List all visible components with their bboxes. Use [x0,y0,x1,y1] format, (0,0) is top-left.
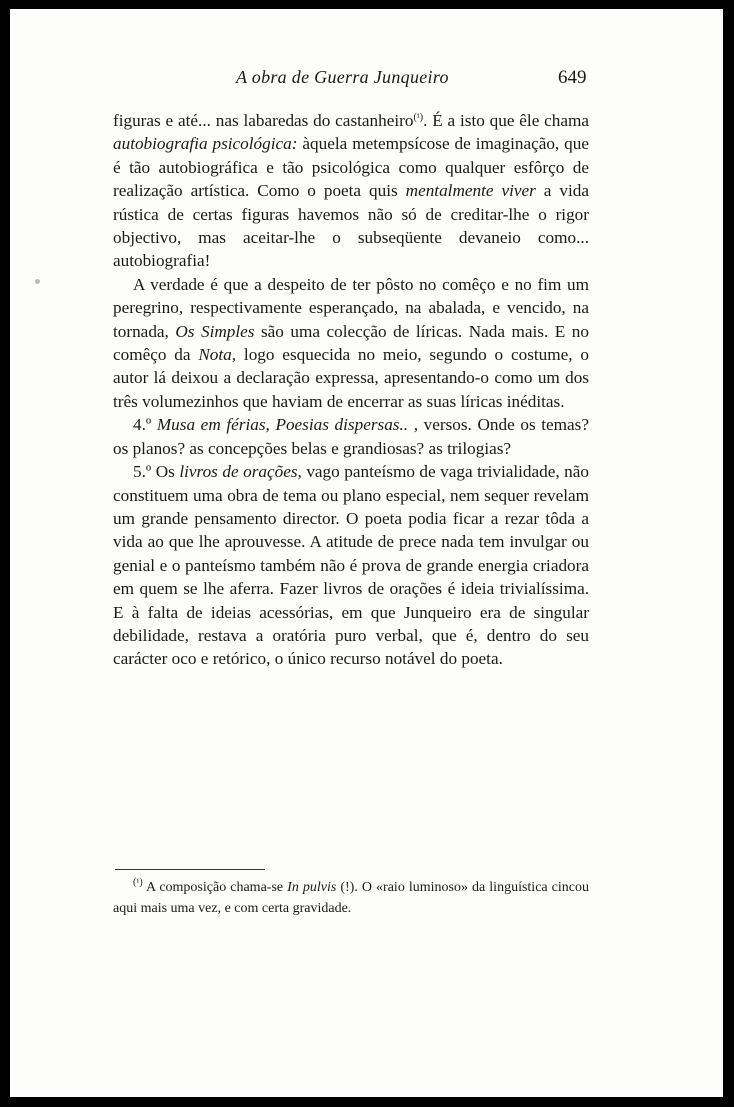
book-page [10,9,723,1097]
text-run: (!). O «raio luminoso» da linguística cincou aqui mais uma vez, e com certa gravidade. [113,880,589,916]
text-run: a vida rústica de certas figuras havemos não só de creditar-lhe o rigor objectivo, mas aceitar-lhe o subseqüente devaneio como... autobiografia! [113,181,589,271]
text-run: . É a isto que êle chama [423,111,589,130]
italic-phrase: livros de orações, [179,462,302,482]
running-title: A obra de Guerra Junqueiro [236,67,449,87]
text-run: 4.º [133,415,157,435]
italic-phrase: mentalmente viver [405,181,536,201]
text-run: são uma colecção de líricas. Nada mais. E no comêço da [113,321,589,365]
page-number: 649 [558,67,587,88]
text-run: logo esquecida no meio, segundo o costume, o autor lá deixou a declaração expressa, apresentando-o como um dos três volumezinhos que haviam de encerrar as suas líricas inéditas. [113,345,589,411]
footnote-rule [115,869,265,870]
text-run: , versos. Onde os temas? os planos? as concepções belas e grandiosas? as trilogias? [113,415,589,458]
footnote [113,877,589,919]
page-header [10,67,723,97]
text-run: figuras e até... nas labaredas do castanheiro [113,111,414,130]
text-run: vago panteísmo de vaga trivialidade, não constituem uma obra de tema ou plano especial, nem sequer revelam um grande pensamento director. O poeta podia ficar a rezar tôda a vida ao que lhe aprouvesse. A atitude de prece nada tem invulgar ou genial e o panteísmo também não é prova de grande energia criadora em quem se lhe aferra. Fazer livros de orações é ideia trivialíssima. E à falta de ideias acessórias, em que Junqueiro era de singular debilidade, restava a oratória puro verbal, que é, dentro do seu carácter oco e retórico, o único recurso notável do poeta. [113,462,589,669]
footnote-marker: (¹) [413,112,424,123]
paragraph [113,413,589,460]
text-run: A verdade é que a despeito de ter pôsto no comêço e no fim um peregrino, respectivamente esperançado, na abalada, e vencido, na tornada, [113,274,589,341]
paragraph [113,460,589,671]
margin-mark [35,279,40,284]
italic-phrase: In pulvis [287,880,337,895]
italic-phrase: Nota, [198,345,237,365]
italic-phrase: Os Simples [175,321,255,341]
italic-phrase: Musa em férias, Poesias dispersas.. [156,415,409,435]
body-text [113,109,589,671]
text-run: àquela metempsícose de imaginação, que é tão autobiográfica e tão psicológica como qualquer esfôrço de realização artística. Como o poeta quis [113,134,589,201]
paragraph [113,273,589,413]
paragraph [113,109,589,273]
footnote-text [113,877,589,919]
text-run: A composição chama-se [142,880,288,895]
italic-phrase: autobiografia psicológica: [113,134,298,154]
footnote-marker: (¹) [133,877,143,888]
text-run: 5.º Os [133,462,180,482]
